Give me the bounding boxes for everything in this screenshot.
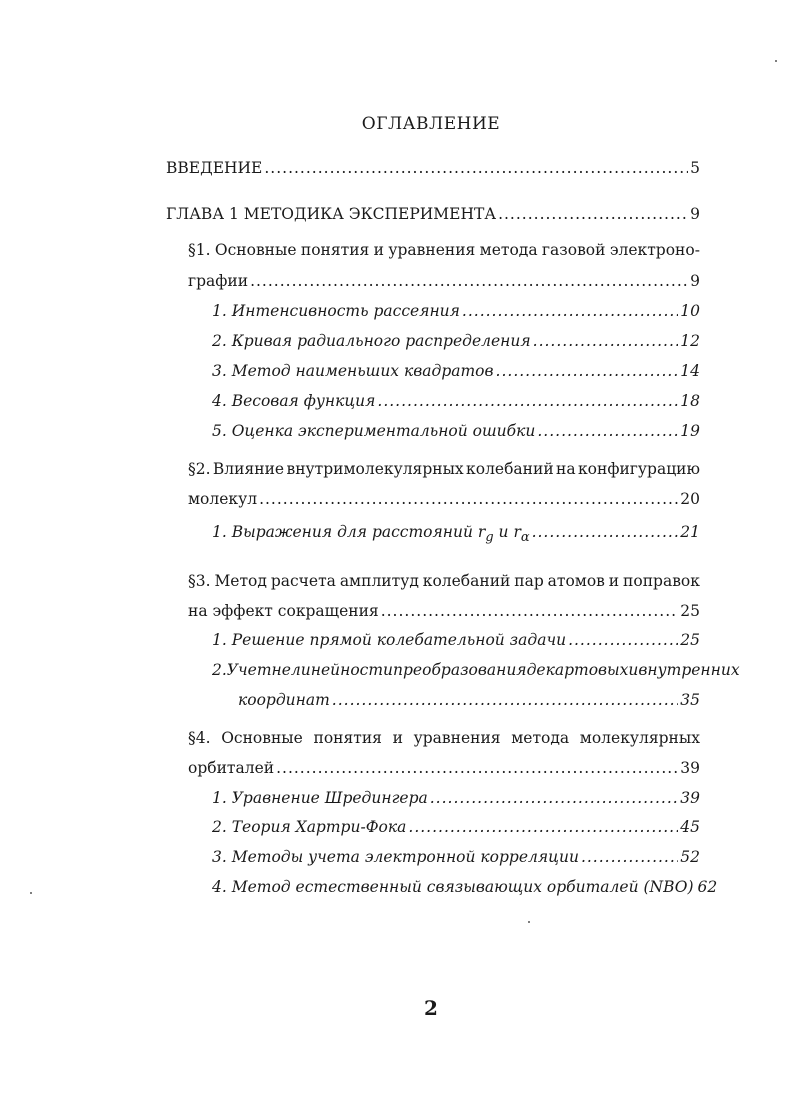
- word: Основные: [214, 241, 297, 259]
- toc-subentry[interactable]: [212, 817, 700, 837]
- word: расчета: [270, 572, 336, 590]
- toc-section-4-heading[interactable]: [188, 728, 700, 748]
- scan-speck: [528, 921, 530, 923]
- page-title: ОГЛАВЛЕНИЕ: [361, 114, 501, 134]
- dot-leader: [430, 788, 679, 808]
- toc-page-number: 10: [680, 302, 700, 320]
- dot-leader: [259, 489, 678, 509]
- toc-entry-label: координат: [238, 691, 330, 709]
- toc-page-number: 19: [680, 422, 700, 440]
- word: нелинейности: [271, 661, 394, 679]
- word: внутренних: [638, 661, 740, 679]
- word: газовой: [541, 241, 606, 259]
- toc-entry-section-3[interactable]: [188, 601, 700, 621]
- toc-page-number: 9: [690, 205, 700, 223]
- subscript: g: [485, 530, 494, 546]
- toc-entry-label: орбиталей: [188, 759, 275, 777]
- word: 2.: [212, 661, 227, 679]
- word: Учет: [226, 661, 272, 679]
- toc-entry-label: графии: [188, 272, 249, 290]
- toc-page-number: 5: [690, 159, 700, 177]
- word: понятия: [300, 241, 370, 259]
- toc-page-number: 39: [680, 789, 700, 807]
- subscript: α: [520, 530, 530, 546]
- toc-section-2-heading[interactable]: [188, 459, 700, 479]
- toc-page-number: 18: [680, 392, 700, 410]
- word: и: [373, 241, 385, 259]
- toc-subentry[interactable]: [212, 522, 700, 548]
- word: на: [556, 460, 576, 478]
- toc-subentry[interactable]: [212, 788, 700, 808]
- word: атомов: [547, 572, 605, 590]
- toc-entry-label: 1. Уравнение Шредингера: [212, 789, 428, 807]
- toc-subentry[interactable]: [212, 361, 700, 381]
- word: Основные: [221, 729, 303, 747]
- dot-leader: [533, 331, 679, 351]
- toc-entry-label: 4. Метод естественный связывающих орбиталей (NBO): [212, 878, 694, 896]
- dot-leader: [496, 361, 679, 381]
- word: и: [628, 661, 639, 679]
- toc-page-number: 45: [680, 818, 700, 836]
- toc-entry-section-4[interactable]: [188, 758, 700, 778]
- toc-entry-label: 5. Оценка экспериментальной ошибки: [212, 422, 536, 440]
- toc-page-number: 62: [697, 878, 718, 896]
- dot-leader: [381, 601, 679, 621]
- conjunction: и: [498, 523, 509, 541]
- scan-speck: [30, 892, 32, 894]
- dot-leader: [408, 817, 678, 837]
- word: конфигурацию: [577, 460, 700, 478]
- dot-leader: [581, 847, 678, 867]
- dot-leader: [537, 421, 678, 441]
- word: молекулярных: [579, 729, 700, 747]
- toc-page-number: 25: [680, 602, 700, 620]
- dot-leader: [276, 758, 678, 778]
- toc-page-number: 14: [680, 362, 700, 380]
- dot-leader: [264, 158, 688, 178]
- word: преобразования: [393, 661, 527, 679]
- word: поправок: [623, 572, 700, 590]
- toc-subentry[interactable]: [212, 847, 700, 867]
- toc-section-1-heading[interactable]: [188, 240, 700, 260]
- toc-entry-intro[interactable]: [166, 158, 700, 178]
- page-number: 2: [424, 996, 438, 1020]
- toc-entry-label: ВВЕДЕНИЕ: [166, 159, 263, 177]
- toc-entry-label: молекул: [188, 490, 258, 508]
- dot-leader: [498, 204, 688, 224]
- word: внутримолекулярных: [286, 460, 464, 478]
- toc-entry-label: 4. Весовая функция: [212, 392, 376, 410]
- word: уравнения: [388, 241, 476, 259]
- scan-speck: [775, 60, 777, 62]
- toc-entry-section-2[interactable]: [188, 489, 700, 509]
- dot-leader: [568, 630, 678, 650]
- toc-page-number: 9: [690, 272, 700, 290]
- toc-entry-label: 1. Решение прямой колебательной задачи: [212, 631, 567, 649]
- word: метода: [479, 241, 538, 259]
- dot-leader: [377, 391, 678, 411]
- word: Метод: [214, 572, 267, 590]
- toc-entry-label: 2. Теория Хартри-Фока: [212, 818, 407, 836]
- toc-page-number: 35: [680, 691, 700, 709]
- word: Влияние: [212, 460, 285, 478]
- dot-leader: [462, 301, 678, 321]
- dot-leader: [532, 522, 679, 542]
- toc-subentry-heading[interactable]: [212, 660, 740, 680]
- toc-entry-label: 2. Кривая радиального распределения: [212, 332, 531, 350]
- symbol-r: r: [477, 523, 486, 541]
- toc-subentry[interactable]: [212, 630, 700, 650]
- word: метода: [511, 729, 570, 747]
- subentry-text: 1. Выражения для расстояний: [212, 523, 473, 541]
- toc-section-3-heading[interactable]: [188, 571, 700, 591]
- word: пар: [514, 572, 544, 590]
- toc-entry-section-1[interactable]: [188, 271, 700, 291]
- toc-entry-chapter-1[interactable]: [166, 204, 700, 224]
- word: колебаний: [466, 460, 554, 478]
- toc-page-number: 21: [680, 523, 700, 541]
- word: §3.: [188, 572, 211, 590]
- word: декартовых: [526, 661, 629, 679]
- toc-page-number: 20: [680, 490, 700, 508]
- toc-subentry[interactable]: [212, 877, 718, 897]
- toc-page-number: 12: [680, 332, 700, 350]
- toc-subentry[interactable]: [212, 391, 700, 411]
- word: амплитуд: [339, 572, 419, 590]
- toc-subentry[interactable]: [212, 331, 700, 351]
- toc-page-number: 39: [680, 759, 700, 777]
- dot-leader: [332, 690, 678, 710]
- toc-subentry[interactable]: [212, 301, 700, 321]
- word: понятия: [313, 729, 382, 747]
- toc-page-number: 25: [680, 631, 700, 649]
- word: колебаний: [422, 572, 511, 590]
- word: §2.: [188, 460, 211, 478]
- word: §1.: [188, 241, 211, 259]
- toc-subentry[interactable]: [238, 690, 700, 710]
- word: электроно-: [609, 241, 700, 259]
- word: и: [608, 572, 620, 590]
- toc-entry-label: 1. Интенсивность рассеяния: [212, 302, 460, 320]
- word: и: [392, 729, 403, 747]
- toc-subentry[interactable]: [212, 421, 700, 441]
- toc-entry-label: на эффект сокращения: [188, 602, 379, 620]
- toc-entry-label: [212, 522, 530, 548]
- dot-leader: [250, 271, 688, 291]
- toc-entry-label: ГЛАВА 1 МЕТОДИКА ЭКСПЕРИМЕНТА: [166, 205, 497, 223]
- word: уравнения: [413, 729, 501, 747]
- toc-entry-label: 3. Методы учета электронной корреляции: [212, 848, 579, 866]
- symbol-r: r: [513, 523, 521, 541]
- toc-page-number: 52: [680, 848, 700, 866]
- word: §4.: [188, 729, 211, 747]
- toc-entry-label: 3. Метод наименьших квадратов: [212, 362, 494, 380]
